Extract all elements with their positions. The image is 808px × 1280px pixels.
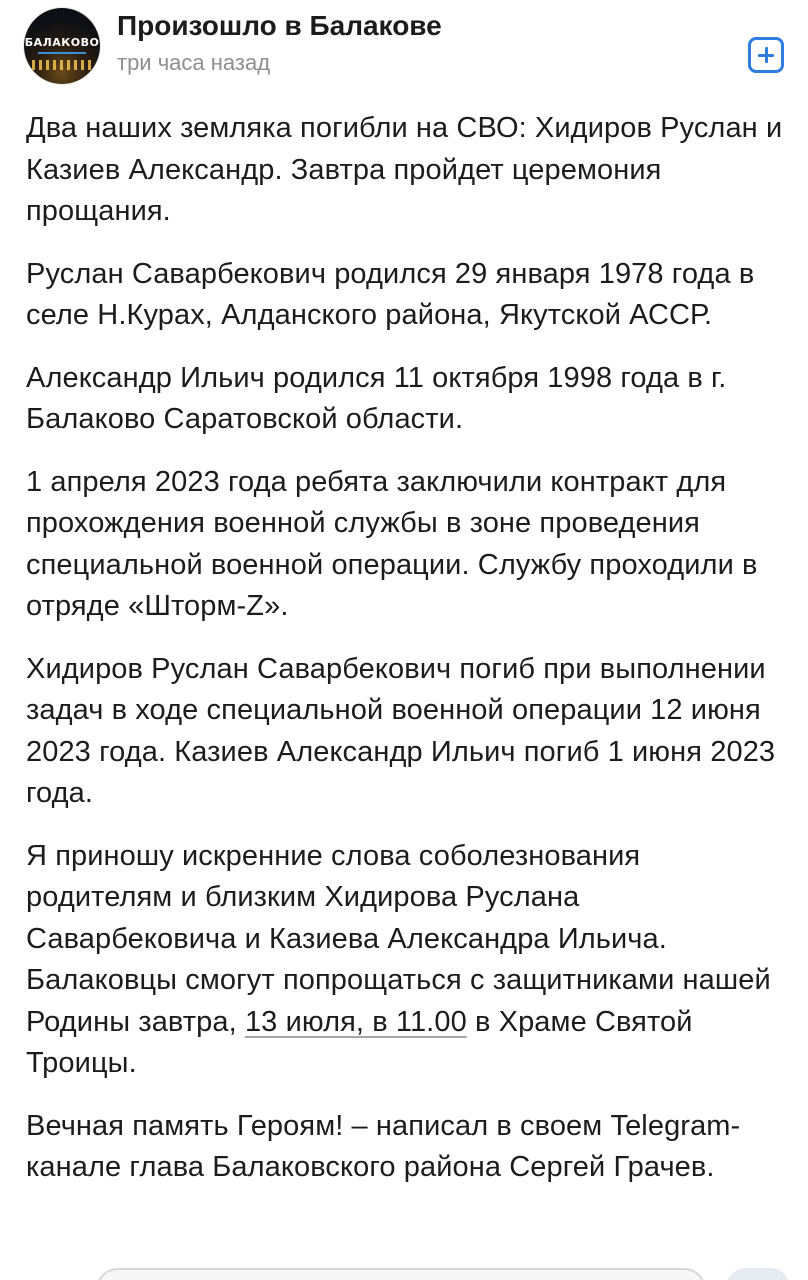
comment-input[interactable] xyxy=(96,1268,706,1280)
post-timestamp: три часа назад xyxy=(117,50,271,75)
post-paragraph-7: Вечная память Героям! – написал в своем Telegram-канале глава Балаковского района Сергей Грачев. xyxy=(26,1109,741,1183)
post-paragraph-4: 1 апреля 2023 года ребята заключили контракт для прохождения военной службы в зоне проведения специальной военной операции. Службу проходили в отряде «Шторм-Z». xyxy=(26,465,758,622)
post-paragraph-3: Александр Ильич родился 11 октября 1998 года в г. Балаково Саратовской области. xyxy=(26,361,727,435)
send-button[interactable] xyxy=(726,1268,790,1280)
avatar-logo-underline xyxy=(38,52,86,54)
post-paragraph-5: Хидиров Руслан Саварбекович погиб при выполнении задач в ходе специальной военной операции 12 июня 2023 года. Казиев Александр Ильич погиб 1 июня 2023 года. xyxy=(26,652,776,809)
comment-bar xyxy=(0,1264,808,1280)
post-header xyxy=(0,0,808,96)
add-icon[interactable] xyxy=(748,37,784,73)
post-paragraph-1: Два наших земляка погибли на СВО: Хидиров Руслан и Казиев Александр. Завтра пройдет церемония прощания. xyxy=(26,112,783,227)
paragraph-6-text-start: Я приношу искренние слова соболезнования родителям и близким Хидирова Руслана Саварбековича и Казиева Александра Ильича. Балаковцы смогут попрощаться с защитниками нашей Родины завтра, xyxy=(26,839,771,1038)
date-time-link[interactable]: 13 июля, в 11.00 xyxy=(244,1005,467,1038)
avatar-city-lights xyxy=(32,60,92,70)
avatar-logo-text: БАЛАКОВО xyxy=(24,36,100,49)
channel-avatar[interactable] xyxy=(24,8,100,84)
post-paragraph-2: Руслан Саварбекович родился 29 января 1978 года в селе Н.Курах, Алданского района, Якутской АССР. xyxy=(26,257,755,331)
post-paragraph-6 xyxy=(26,836,792,1085)
channel-name[interactable]: Произошло в Балакове xyxy=(117,10,442,41)
post-body xyxy=(26,108,792,1210)
paragraph-6-text-end: в Храме Святой Троицы. xyxy=(26,1005,693,1079)
